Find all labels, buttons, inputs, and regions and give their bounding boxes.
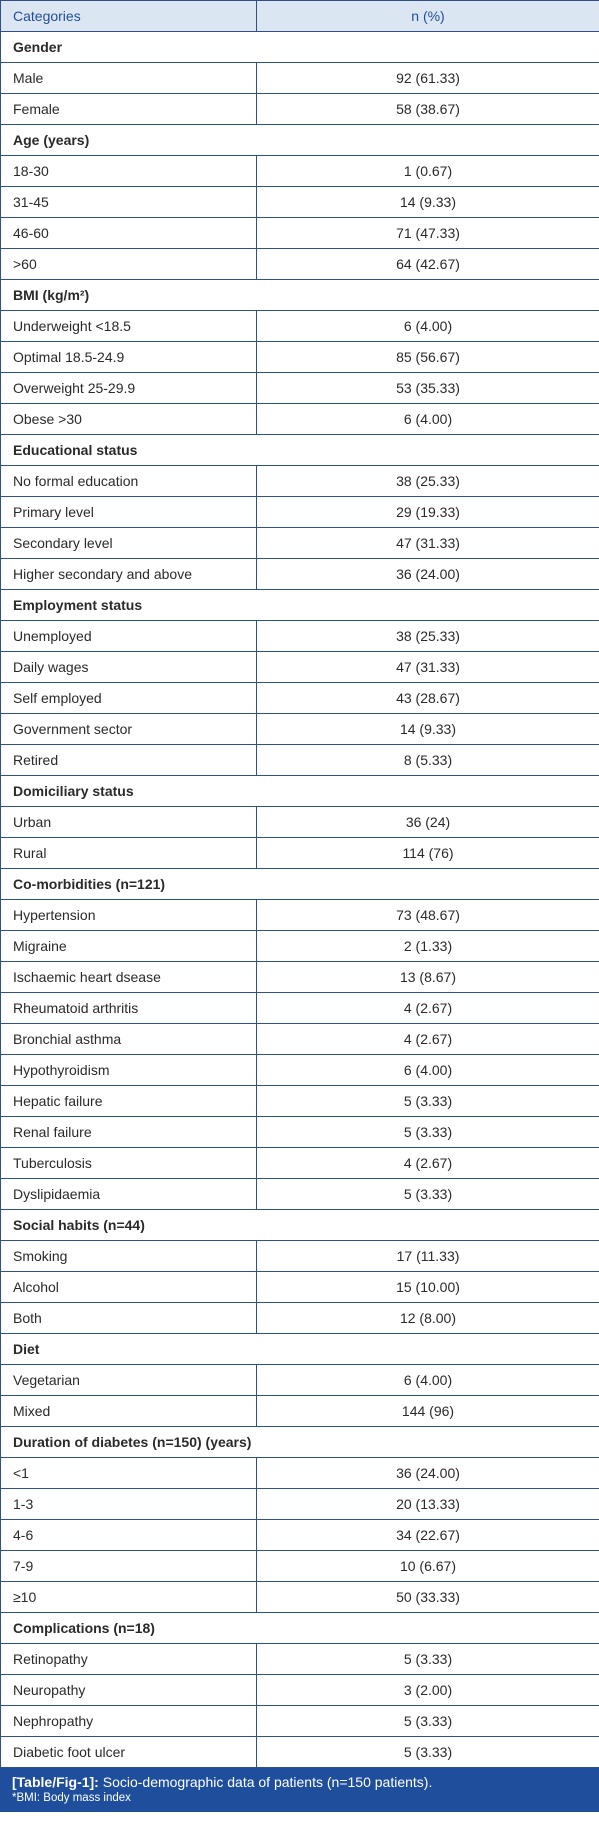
row-value: 6 (4.00) — [257, 404, 599, 435]
row-label: 4-6 — [1, 1520, 257, 1551]
table-row — [1, 404, 599, 435]
row-label: Renal failure — [1, 1117, 257, 1148]
table-row — [1, 1644, 599, 1675]
row-value: 85 (56.67) — [257, 342, 599, 373]
table-row — [1, 1458, 599, 1489]
row-label: Hepatic failure — [1, 1086, 257, 1117]
row-value: 6 (4.00) — [257, 311, 599, 342]
table-row — [1, 745, 599, 776]
section-label: Complications (n=18) — [1, 1613, 599, 1644]
row-label: No formal education — [1, 466, 257, 497]
row-label: Daily wages — [1, 652, 257, 683]
section-label: Domiciliary status — [1, 776, 599, 807]
row-value: 10 (6.67) — [257, 1551, 599, 1582]
table-row — [1, 683, 599, 714]
table-body — [1, 32, 599, 1768]
row-value: 58 (38.67) — [257, 94, 599, 125]
row-value: 4 (2.67) — [257, 1024, 599, 1055]
table-row — [1, 373, 599, 404]
row-value: 73 (48.67) — [257, 900, 599, 931]
row-value: 38 (25.33) — [257, 466, 599, 497]
section-row — [1, 1210, 599, 1241]
row-label: Underweight <18.5 — [1, 311, 257, 342]
row-value: 6 (4.00) — [257, 1365, 599, 1396]
row-value: 47 (31.33) — [257, 652, 599, 683]
row-label: Retinopathy — [1, 1644, 257, 1675]
table-row — [1, 1675, 599, 1706]
table-row — [1, 63, 599, 94]
section-label: Age (years) — [1, 125, 599, 156]
row-label: Tuberculosis — [1, 1148, 257, 1179]
table-row — [1, 1303, 599, 1334]
table-row — [1, 962, 599, 993]
table-row — [1, 1365, 599, 1396]
section-row — [1, 280, 599, 311]
row-label: Male — [1, 63, 257, 94]
table-row — [1, 838, 599, 869]
row-value: 4 (2.67) — [257, 993, 599, 1024]
row-label: 18-30 — [1, 156, 257, 187]
row-label: Urban — [1, 807, 257, 838]
row-label: Unemployed — [1, 621, 257, 652]
row-label: Rheumatoid arthritis — [1, 993, 257, 1024]
row-value: 144 (96) — [257, 1396, 599, 1427]
table-caption — [0, 1768, 599, 1812]
section-row — [1, 1334, 599, 1365]
row-label: Female — [1, 94, 257, 125]
row-value: 2 (1.33) — [257, 931, 599, 962]
row-label: Obese >30 — [1, 404, 257, 435]
section-row — [1, 125, 599, 156]
row-label: Dyslipidaemia — [1, 1179, 257, 1210]
row-label: Both — [1, 1303, 257, 1334]
table-row — [1, 1055, 599, 1086]
table-row — [1, 311, 599, 342]
table-row — [1, 1117, 599, 1148]
table-row — [1, 466, 599, 497]
row-label: Retired — [1, 745, 257, 776]
row-label: >60 — [1, 249, 257, 280]
row-value: 17 (11.33) — [257, 1241, 599, 1272]
table-row — [1, 931, 599, 962]
table-header-row — [1, 1, 599, 32]
row-value: 38 (25.33) — [257, 621, 599, 652]
section-row — [1, 1613, 599, 1644]
row-value: 8 (5.33) — [257, 745, 599, 776]
caption-text: Socio-demographic data of patients (n=150 patients). — [98, 1774, 433, 1790]
row-value: 92 (61.33) — [257, 63, 599, 94]
row-value: 34 (22.67) — [257, 1520, 599, 1551]
section-label: Co-morbidities (n=121) — [1, 869, 599, 900]
row-label: ≥10 — [1, 1582, 257, 1613]
row-value: 5 (3.33) — [257, 1644, 599, 1675]
section-label: Social habits (n=44) — [1, 1210, 599, 1241]
row-label: Optimal 18.5-24.9 — [1, 342, 257, 373]
row-label: 7-9 — [1, 1551, 257, 1582]
table-row — [1, 249, 599, 280]
caption-label: [Table/Fig-1]: — [12, 1774, 99, 1790]
table-row — [1, 1241, 599, 1272]
section-row — [1, 1427, 599, 1458]
row-label: 31-45 — [1, 187, 257, 218]
row-label: Diabetic foot ulcer — [1, 1737, 257, 1768]
table-row — [1, 342, 599, 373]
row-value: 6 (4.00) — [257, 1055, 599, 1086]
row-value: 47 (31.33) — [257, 528, 599, 559]
row-value: 29 (19.33) — [257, 497, 599, 528]
row-value: 5 (3.33) — [257, 1117, 599, 1148]
table-row — [1, 714, 599, 745]
section-label: Employment status — [1, 590, 599, 621]
row-label: Higher secondary and above — [1, 559, 257, 590]
row-value: 14 (9.33) — [257, 187, 599, 218]
table-row — [1, 1582, 599, 1613]
row-label: Nephropathy — [1, 1706, 257, 1737]
table-row — [1, 156, 599, 187]
table-row — [1, 528, 599, 559]
row-label: Neuropathy — [1, 1675, 257, 1706]
row-label: Smoking — [1, 1241, 257, 1272]
table-row — [1, 1148, 599, 1179]
row-label: 46-60 — [1, 218, 257, 249]
table-row — [1, 1737, 599, 1768]
row-value: 36 (24) — [257, 807, 599, 838]
row-label: 1-3 — [1, 1489, 257, 1520]
row-value: 4 (2.67) — [257, 1148, 599, 1179]
row-value: 64 (42.67) — [257, 249, 599, 280]
row-value: 1 (0.67) — [257, 156, 599, 187]
row-label: Hypothyroidism — [1, 1055, 257, 1086]
row-label: Self employed — [1, 683, 257, 714]
table-row — [1, 621, 599, 652]
caption-line — [12, 1773, 587, 1791]
table-row — [1, 1086, 599, 1117]
row-value: 5 (3.33) — [257, 1179, 599, 1210]
table-row — [1, 652, 599, 683]
table-row — [1, 807, 599, 838]
row-label: Migraine — [1, 931, 257, 962]
row-value: 13 (8.67) — [257, 962, 599, 993]
row-value: 5 (3.33) — [257, 1086, 599, 1117]
table-row — [1, 1396, 599, 1427]
row-value: 114 (76) — [257, 838, 599, 869]
row-label: Primary level — [1, 497, 257, 528]
section-row — [1, 32, 599, 63]
section-label: Duration of diabetes (n=150) (years) — [1, 1427, 599, 1458]
row-label: Hypertension — [1, 900, 257, 931]
row-label: Overweight 25-29.9 — [1, 373, 257, 404]
row-label: Alcohol — [1, 1272, 257, 1303]
row-label: Ischaemic heart dsease — [1, 962, 257, 993]
row-label: Government sector — [1, 714, 257, 745]
table-row — [1, 1489, 599, 1520]
row-value: 50 (33.33) — [257, 1582, 599, 1613]
table-row — [1, 1706, 599, 1737]
row-label: Mixed — [1, 1396, 257, 1427]
row-label: Vegetarian — [1, 1365, 257, 1396]
section-row — [1, 869, 599, 900]
table-row — [1, 187, 599, 218]
section-label: Gender — [1, 32, 599, 63]
row-value: 15 (10.00) — [257, 1272, 599, 1303]
row-label: Rural — [1, 838, 257, 869]
row-value: 20 (13.33) — [257, 1489, 599, 1520]
section-row — [1, 776, 599, 807]
section-row — [1, 435, 599, 466]
header-n-percent: n (%) — [257, 1, 599, 32]
table-row — [1, 497, 599, 528]
row-value: 5 (3.33) — [257, 1737, 599, 1768]
caption-note: *BMI: Body mass index — [12, 1792, 131, 1804]
section-label: Diet — [1, 1334, 599, 1365]
row-value: 36 (24.00) — [257, 1458, 599, 1489]
row-value: 53 (35.33) — [257, 373, 599, 404]
table-row — [1, 94, 599, 125]
row-value: 43 (28.67) — [257, 683, 599, 714]
row-label: <1 — [1, 1458, 257, 1489]
section-label: Educational status — [1, 435, 599, 466]
row-value: 71 (47.33) — [257, 218, 599, 249]
row-label: Secondary level — [1, 528, 257, 559]
table-row — [1, 218, 599, 249]
table-row — [1, 1179, 599, 1210]
table-row — [1, 1520, 599, 1551]
row-value: 3 (2.00) — [257, 1675, 599, 1706]
header-categories: Categories — [1, 1, 257, 32]
table-row — [1, 1551, 599, 1582]
row-value: 36 (24.00) — [257, 559, 599, 590]
section-label: BMI (kg/m²) — [1, 280, 599, 311]
table-row — [1, 900, 599, 931]
table-row — [1, 1024, 599, 1055]
table-row — [1, 993, 599, 1024]
section-row — [1, 590, 599, 621]
table-row — [1, 1272, 599, 1303]
row-value: 5 (3.33) — [257, 1706, 599, 1737]
row-value: 12 (8.00) — [257, 1303, 599, 1334]
row-label: Bronchial asthma — [1, 1024, 257, 1055]
table-row — [1, 559, 599, 590]
row-value: 14 (9.33) — [257, 714, 599, 745]
